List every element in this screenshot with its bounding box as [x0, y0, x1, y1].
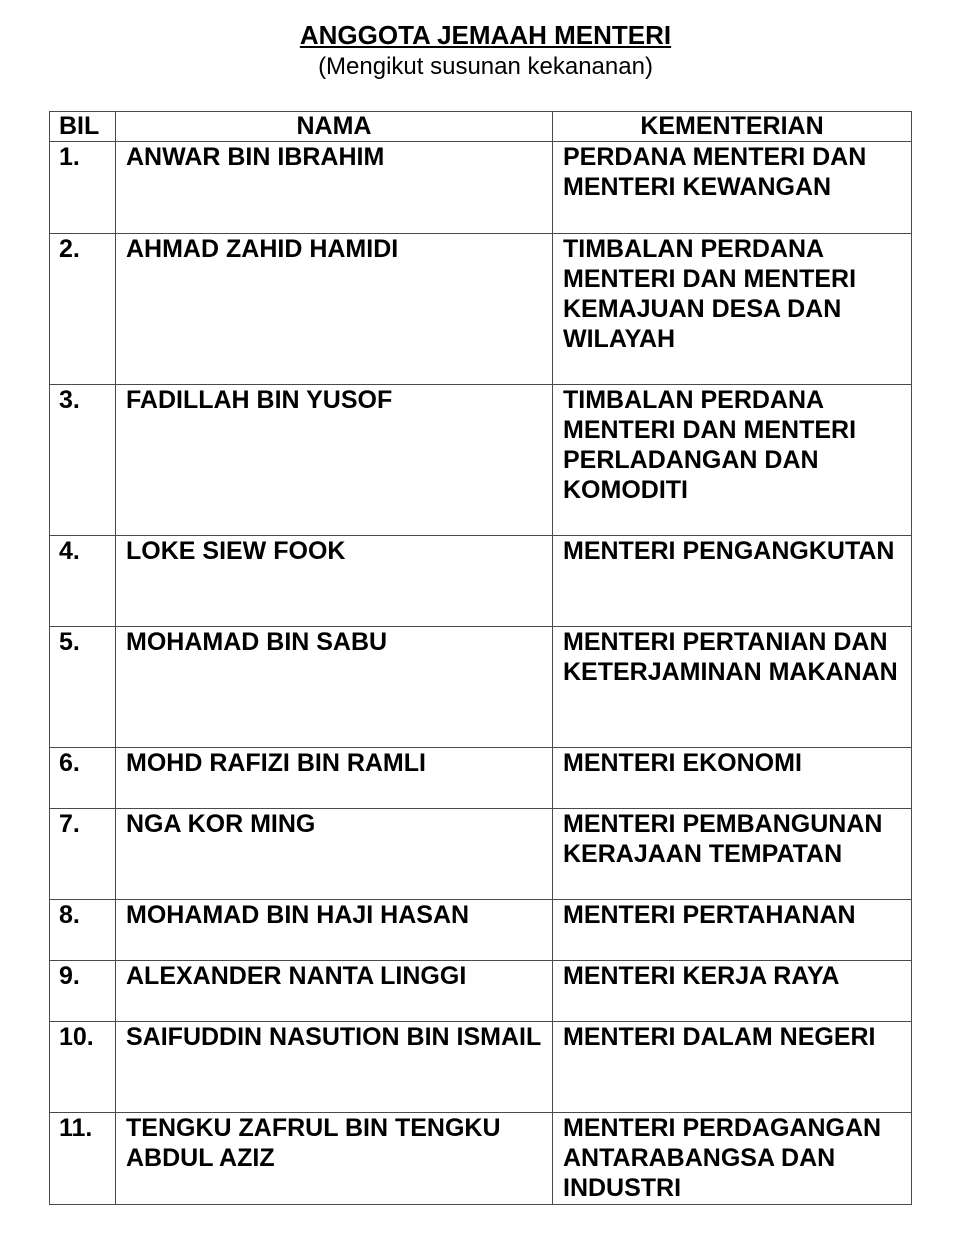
cell-kementerian: MENTERI DALAM NEGERI [553, 1022, 912, 1113]
cell-bil: 5. [50, 627, 116, 748]
cell-bil: 6. [50, 748, 116, 809]
cell-bil: 1. [50, 142, 116, 234]
cell-bil: 10. [50, 1022, 116, 1113]
header-kementerian: KEMENTERIAN [553, 112, 912, 142]
table-row [50, 142, 912, 234]
cell-kementerian: MENTERI PERDAGANGAN ANTARABANGSA DAN INDUSTRI [553, 1113, 912, 1205]
table-row [50, 536, 912, 627]
cell-nama: ALEXANDER NANTA LINGGI [116, 961, 553, 1022]
cell-kementerian: TIMBALAN PERDANA MENTERI DAN MENTERI PERLADANGAN DAN KOMODITI [553, 385, 912, 536]
cell-kementerian: MENTERI EKONOMI [553, 748, 912, 809]
cell-kementerian: PERDANA MENTERI DAN MENTERI KEWANGAN [553, 142, 912, 234]
cell-nama: MOHD RAFIZI BIN RAMLI [116, 748, 553, 809]
cell-kementerian: MENTERI PENGANGKUTAN [553, 536, 912, 627]
cell-kementerian: MENTERI KERJA RAYA [553, 961, 912, 1022]
cell-nama: ANWAR BIN IBRAHIM [116, 142, 553, 234]
table-row [50, 385, 912, 536]
cell-nama: AHMAD ZAHID HAMIDI [116, 234, 553, 385]
table-row [50, 234, 912, 385]
table-row [50, 627, 912, 748]
page-subtitle: (Mengikut susunan kekananan) [318, 53, 653, 80]
cell-bil: 3. [50, 385, 116, 536]
cell-nama: NGA KOR MING [116, 809, 553, 900]
cell-bil: 8. [50, 900, 116, 961]
page-title: ANGGOTA JEMAAH MENTERI [299, 20, 672, 50]
cell-nama: LOKE SIEW FOOK [116, 536, 553, 627]
header-nama: NAMA [116, 112, 553, 142]
cell-bil: 11. [50, 1113, 116, 1205]
table-row [50, 961, 912, 1022]
cell-nama: FADILLAH BIN YUSOF [116, 385, 553, 536]
table-row [50, 809, 912, 900]
cell-kementerian: MENTERI PERTAHANAN [553, 900, 912, 961]
table-header-row [50, 112, 912, 142]
table-row [50, 1113, 912, 1205]
header-bil: BIL [50, 112, 116, 142]
table-row [50, 1022, 912, 1113]
cell-kementerian: MENTERI PEMBANGUNAN KERAJAAN TEMPATAN [553, 809, 912, 900]
cell-nama: SAIFUDDIN NASUTION BIN ISMAIL [116, 1022, 553, 1113]
cell-nama: MOHAMAD BIN HAJI HASAN [116, 900, 553, 961]
cell-bil: 7. [50, 809, 116, 900]
cabinet-table [49, 111, 912, 1205]
table-row [50, 900, 912, 961]
cell-kementerian: TIMBALAN PERDANA MENTERI DAN MENTERI KEMAJUAN DESA DAN WILAYAH [553, 234, 912, 385]
cell-bil: 9. [50, 961, 116, 1022]
cell-nama: MOHAMAD BIN SABU [116, 627, 553, 748]
cell-bil: 2. [50, 234, 116, 385]
cell-kementerian: MENTERI PERTANIAN DAN KETERJAMINAN MAKANAN [553, 627, 912, 748]
cell-nama: TENGKU ZAFRUL BIN TENGKU ABDUL AZIZ [116, 1113, 553, 1205]
cell-bil: 4. [50, 536, 116, 627]
table-row [50, 748, 912, 809]
